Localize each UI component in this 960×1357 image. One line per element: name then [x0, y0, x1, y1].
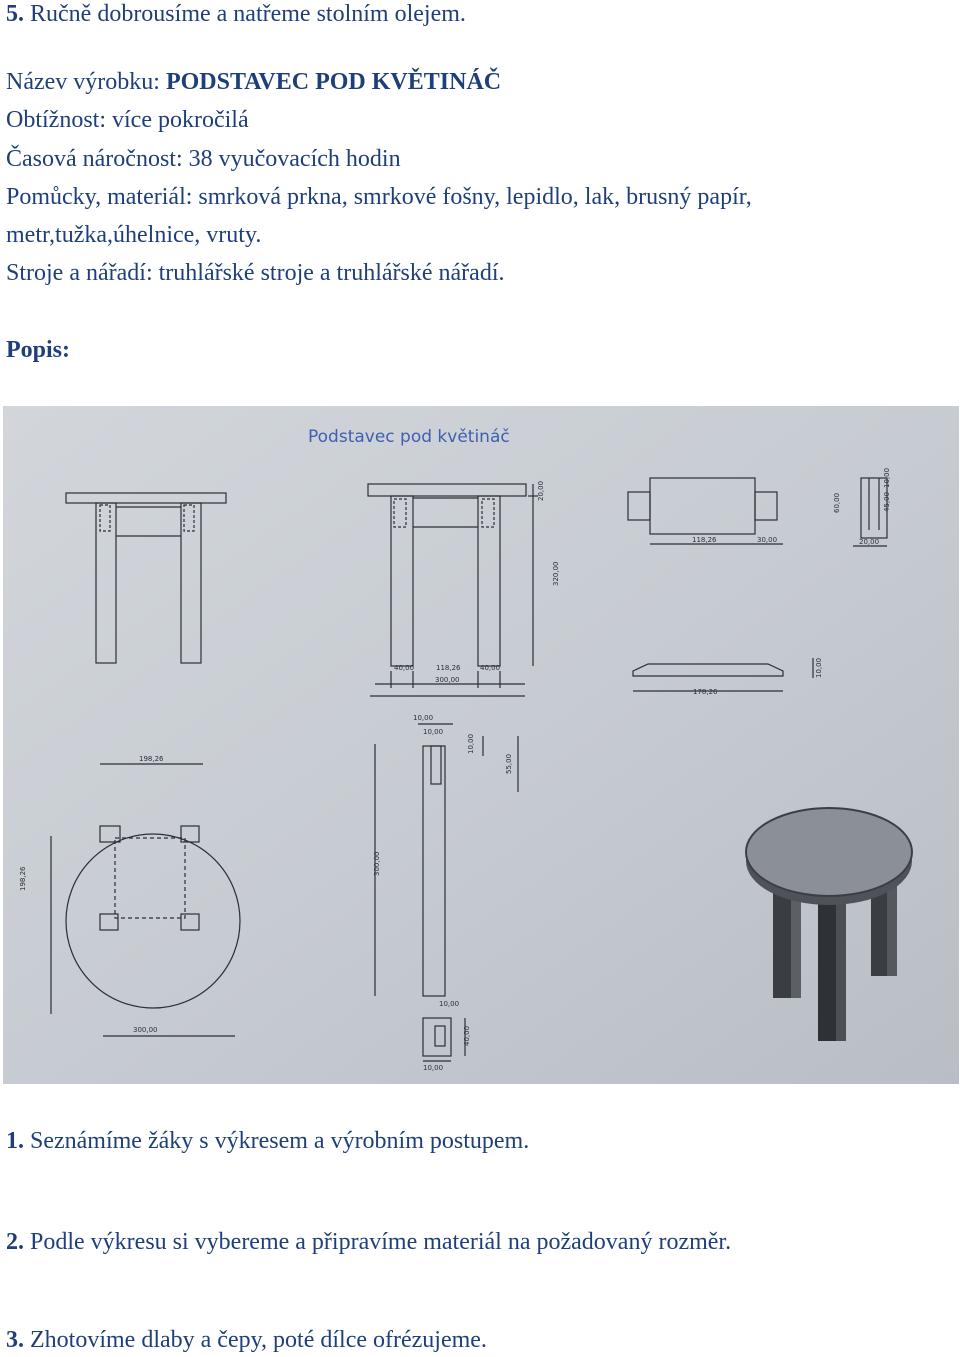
step-2-text: Podle výkresu si vybereme a připravíme materiál na požadovaný rozměr.: [30, 1229, 732, 1255]
dim-label: 45,00: [883, 491, 891, 512]
dim-label: 10,00: [423, 1064, 444, 1072]
dim-label: 118,26: [436, 664, 461, 672]
step-2-number: 2.: [6, 1229, 24, 1255]
dim-label: 300,00: [435, 676, 460, 684]
dim-label: 20,00: [859, 538, 880, 546]
product-name-value: PODSTAVEC POD KVĚTINÁČ: [165, 69, 502, 95]
step-5-text: Ručně dobrousíme a natřeme stolním olejem.: [30, 1, 466, 27]
tools-line: Stroje a nářadí: truhlářské stroje a truhlářské nářadí.: [6, 260, 505, 286]
dim-label: 40,00: [394, 664, 415, 672]
dim-label: 10,00: [467, 733, 475, 754]
dim-label: 10,00: [815, 657, 823, 678]
step-3-number: 3.: [6, 1327, 24, 1353]
materials-line-1: Pomůcky, materiál: smrková prkna, smrkové fošny, lepidlo, lak, brusný papír,: [6, 184, 752, 210]
step-2-line: [6, 1228, 731, 1256]
dim-label: 10,00: [439, 1000, 460, 1008]
step-5-number: 5.: [6, 1, 24, 27]
dim-label: 118,26: [692, 536, 717, 544]
dim-label: 10,00: [883, 467, 891, 488]
dim-label: 178,26: [693, 688, 718, 696]
materials-line-2: metr,tužka,úhelnice, vruty.: [6, 222, 262, 248]
product-name-label: Název výrobku:: [6, 69, 166, 95]
dim-label: 40,00: [463, 1025, 471, 1046]
step-3-line: [6, 1326, 487, 1354]
dim-label: 198,26: [139, 755, 164, 763]
product-name-line: [6, 68, 501, 96]
technical-drawing-photo: [3, 406, 959, 1084]
dim-label: 40,00: [480, 664, 501, 672]
dim-label: 60,00: [833, 492, 841, 513]
dim-label: 300,00: [133, 1026, 158, 1034]
step-1-line: [6, 1127, 529, 1155]
dim-label: 10,00: [413, 714, 434, 722]
time-line: Časová náročnost: 38 vyučovacích hodin: [6, 146, 401, 172]
dim-label: 320,00: [552, 561, 560, 586]
drawing-title: Podstavec pod květináč: [308, 427, 510, 447]
step-1-number: 1.: [6, 1128, 24, 1154]
dim-label: 10,00: [423, 728, 444, 736]
popis-heading: Popis:: [6, 337, 71, 363]
step-5-line: [6, 0, 466, 28]
dim-label: 198,26: [19, 866, 27, 891]
dim-label: 20,00: [537, 480, 545, 501]
difficulty-line: Obtížnost: více pokročilá: [6, 107, 249, 133]
dim-label: 300,00: [373, 851, 381, 876]
dim-label: 55,00: [505, 753, 513, 774]
step-3-text: Zhotovíme dlaby a čepy, poté dílce ofrézujeme.: [30, 1327, 487, 1353]
dim-label: 30,00: [757, 536, 778, 544]
step-1-text: Seznámíme žáky s výkresem a výrobním postupem.: [30, 1128, 530, 1154]
